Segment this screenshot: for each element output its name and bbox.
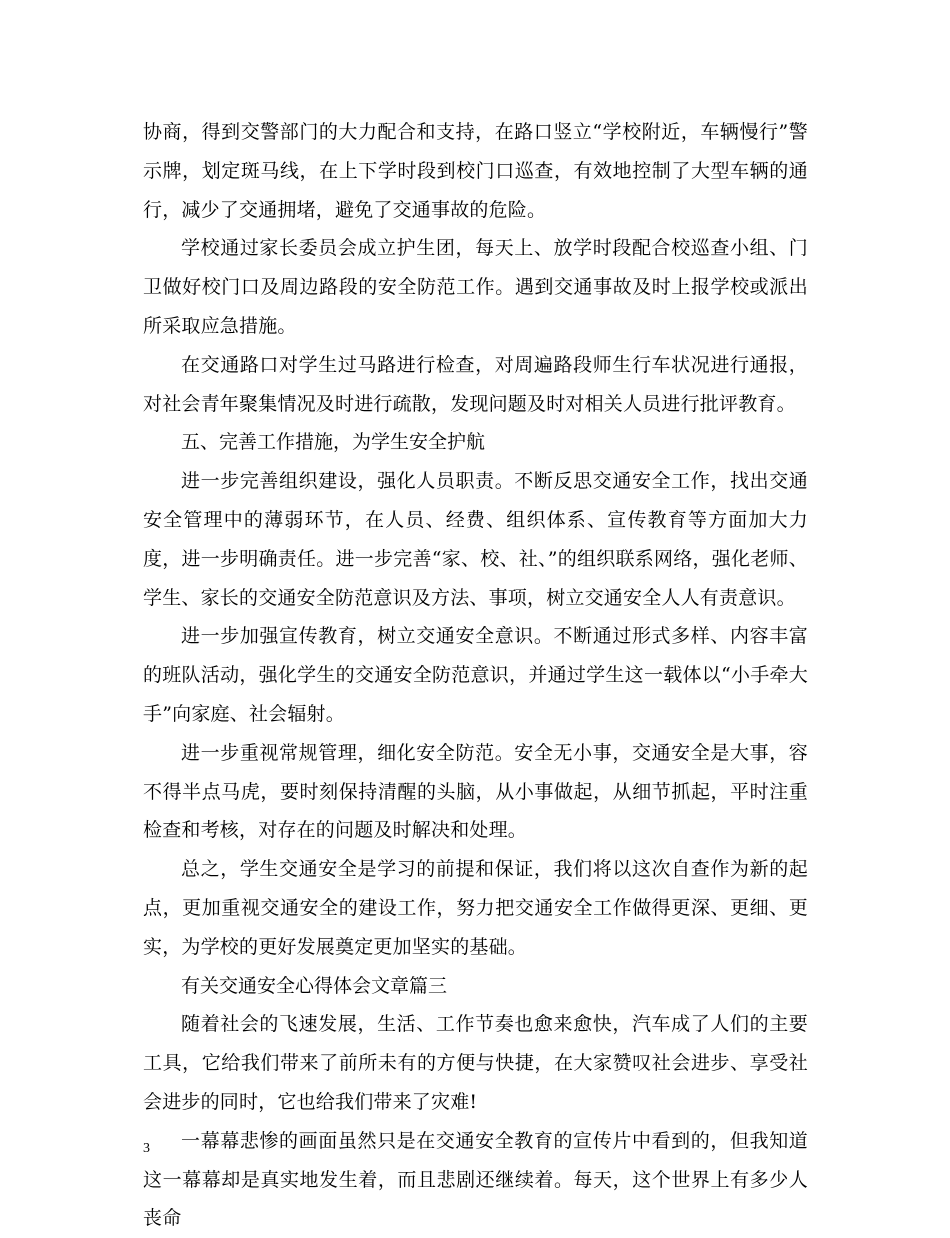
paragraph-7: 总之，学生交通安全是学习的前提和保证，我们将以这次自查作为新的起点，更加重视交通安全的建设工作，努力把交通安全工作做得更深、更细、更实，为学校的更好发展奠定更加坚实的基础。: [143, 858, 808, 958]
paragraph-5: 进一步加强宣传教育，树立交通安全意识。不断通过形式多样、内容丰富的班队活动，强化学生的交通安全防范意识，并通过学生这一载体以“小手牵大手”向家庭、社会辐射。: [143, 625, 808, 725]
paragraph-8: 随着社会的飞速发展，生活、工作节奏也愈来愈快，汽车成了人们的主要工具，它给我们带来了前所未有的方便与快捷，在大家赞叹社会进步、享受社会进步的同时，它也给我们带来了灾难!: [143, 1013, 808, 1113]
paragraph-2: 学校通过家长委员会成立护生团，每天上、放学时段配合校巡查小组、门卫做好校门口及周边路段的安全防范工作。遇到交通事故及时上报学校或派出所采取应急措施。: [143, 237, 808, 337]
paragraph-6: 进一步重视常规管理，细化安全防范。安全无小事，交通安全是大事，容不得半点马虎，要时刻保持清醒的头脑，从小事做起，从细节抓起，平时注重检查和考核，对存在的问题及时解决和处理。: [143, 741, 808, 842]
page-number: 3: [143, 1141, 150, 1156]
paragraph-4: 进一步完善组织建设，强化人员职责。不断反思交通安全工作，找出交通安全管理中的薄弱环节，在人员、经费、组织体系、宣传教育等方面加大力度，进一步明确责任。进一步完善“家、校、社、”的组织联系网络，强化老师、学生、家长的交通安全防范意识及方法、事项，树立交通安全人人有责意识。: [143, 470, 808, 609]
paragraph-9: 一幕幕悲惨的画面虽然只是在交通安全教育的宣传片中看到的，但我知道这一幕幕却是真实地发生着，而且悲剧还继续着。每天，这个世界上有多少人丧命: [143, 1129, 808, 1230]
document-body: [143, 113, 808, 1238]
paragraph-1: 协商，得到交警部门的大力配合和支持，在路口竖立“学校附近，车辆慢行”警示牌，划定斑马线，在上下学时段到校门口巡查，有效地控制了大型车辆的通行，减少了交通拥堵，避免了交通事故的危险。: [143, 121, 808, 221]
paragraph-3: 在交通路口对学生过马路进行检查，对周遍路段师生行车状况进行通报，对社会青年聚集情况及时进行疏散，发现问题及时对相关人员进行批评教育。: [143, 353, 808, 415]
section-heading-5: 五、完善工作措施，为学生安全护航: [181, 431, 486, 454]
article-heading-3: 有关交通安全心得体会文章篇三: [181, 974, 448, 997]
